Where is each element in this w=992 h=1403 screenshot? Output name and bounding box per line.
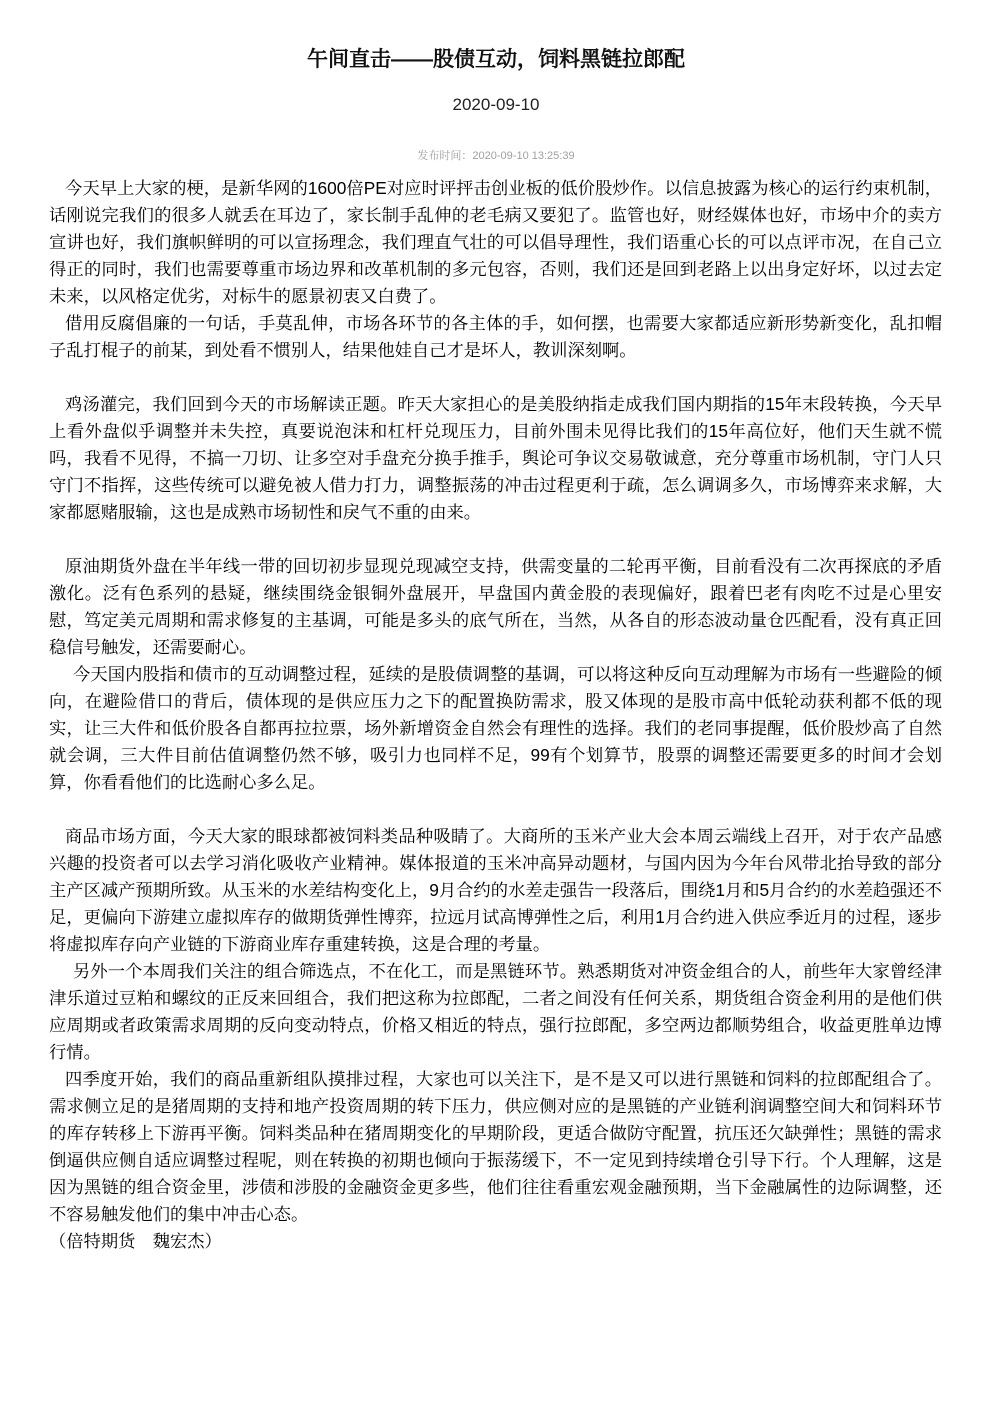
publish-time: 发布时间：2020-09-10 13:25:39 bbox=[417, 150, 575, 162]
author-signature: （倍特期货 魏宏杰） bbox=[49, 1231, 222, 1251]
paragraph: 鸡汤灌完，我们回到今天的市场解读正题。昨天大家担心的是美股纳指走成我们国内期指的15年末段转换，今天早上看外盘似乎调整并未失控，真要说泡沫和杠杆兑现压力，目前外围未见得比我们的15年高位好，他们天生就不慌吗，我看不见得，不搞一刀切、让多空对手盘充分换手推手，舆论可争议交易敬诚意，充分尊重市场机制，守门人只守门不指挥，这些传统可以避免被人借力打力，调整振荡的冲击过程更利于疏，怎么调调多久，市场博弈来求解，大家都愿赌服输，这也是成熟市场韧性和戾气不重的由来。 bbox=[49, 394, 942, 522]
paragraph: 商品市场方面，今天大家的眼球都被饲料类品种吸睛了。大商所的玉米产业大会本周云端线上召开，对于农产品感兴趣的投资者可以去学习消化吸收产业精神。媒体报道的玉米冲高异动题材，与国内因为今年台风带北抬导致的部分主产区减产预期所致。从玉米的水差结构变化上，9月合约的水差走强告一段落后，围绕1月和5月合约的水差趋强还不足，更偏向下游建立虚拟库存的做期货弹性博弈，拉远月试高博弹性之后，利用1月合约进入供应季近月的过程，逐步将虚拟库存向产业链的下游商业库存重建转换，这是合理的考量。 bbox=[49, 826, 942, 954]
paragraph: 借用反腐倡廉的一句话，手莫乱伸，市场各环节的各主体的手，如何摆，也需要大家都适应新形势新变化，乱扣帽子乱打棍子的前某，到处看不惯别人，结果他娃自己才是坏人，教训深刻啊。 bbox=[49, 313, 942, 360]
paragraph: 另外一个本周我们关注的组合筛选点，不在化工，而是黑链环节。熟悉期货对冲资金组合的人，前些年大家曾经津津乐道过豆粕和螺纹的正反来回组合，我们把这称为拉郎配，二者之间没有任何关系，期货组合资金利用的是他们供应周期或者政策需求周期的反向变动特点，价格又相近的特点，强行拉郎配，多空两边都顺势组合，收益更胜单边博行情。 bbox=[49, 961, 942, 1062]
article-title: 午间直击——股债互动，饲料黑链拉郎配 bbox=[307, 48, 685, 71]
blank-line bbox=[49, 526, 942, 553]
article-date: 2020-09-10 bbox=[452, 95, 540, 114]
paragraph: 今天早上大家的梗，是新华网的1600倍PE对应时评抨击创业板的低价股炒作。以信息披露为核心的运行约束机制，话刚说完我们的很多人就丢在耳边了，家长制手乱伸的老毛病又要犯了。监管也好，财经媒体也好，市场中介的卖方宣讲也好，我们旗帜鲜明的可以宣扬理念，我们理直气壮的可以倡导理性，我们语重心长的可以点评市况，在自己立得正的同时，我们也需要尊重市场边界和改革机制的多元包容，否则，我们还是回到老路上以出身定好坏，以过去定未来，以风格定优劣，对标牛的愿景初衷又白费了。 bbox=[49, 178, 942, 306]
blank-line bbox=[49, 364, 942, 391]
paragraph: 今天国内股指和债市的互动调整过程，延续的是股债调整的基调，可以将这种反向互动理解为市场有一些避险的倾向，在避险借口的背后，债体现的是供应压力之下的配置换防需求，股又体现的是股市高中低轮动获利都不低的现实，让三大件和低价股各自都再拉拉票，场外新增资金自然会有理性的选择。我们的老同事提醒，低价股炒高了自然就会调，三大件目前估值调整仍然不够，吸引力也同样不足，99有个划算节，股票的调整还需要更多的时间才会划算，你看看他们的比选耐心多么足。 bbox=[49, 664, 942, 792]
blank-line bbox=[49, 796, 942, 823]
article-body bbox=[49, 175, 942, 1255]
paragraph: 原油期货外盘在半年线一带的回切初步显现兑现减空支持，供需变量的二轮再平衡，目前看没有二次再探底的矛盾激化。泛有色系列的悬疑，继续围绕金银铜外盘展开，早盘国内黄金股的表现偏好，跟着巴老有肉吃不过是心里安慰，笃定美元周期和需求修复的主基调，可能是多头的底气所在，当然，从各自的形态波动量仓匹配看，没有真正回稳信号触发，还需要耐心。 bbox=[49, 556, 942, 657]
paragraph: 四季度开始，我们的商品重新组队摸排过程，大家也可以关注下，是不是又可以进行黑链和饲料的拉郎配组合了。需求侧立足的是猪周期的支持和地产投资周期的转下压力，供应侧对应的是黑链的产业链利润调整空间大和饲料环节的库存转移上下游再平衡。饲料类品种在猪周期变化的早期阶段，更适合做防守配置，抗压还欠缺弹性；黑链的需求倒逼供应侧自适应调整过程呢，则在转换的初期也倾向于振荡缓下，不一定见到持续增仓引导下行。个人理解，这是因为黑链的组合资金里，涉债和涉股的金融资金更多些，他们往往看重宏观金融预期，当下金融属性的边际调整，还不容易触发他们的集中冲击心态。 bbox=[49, 1069, 942, 1224]
